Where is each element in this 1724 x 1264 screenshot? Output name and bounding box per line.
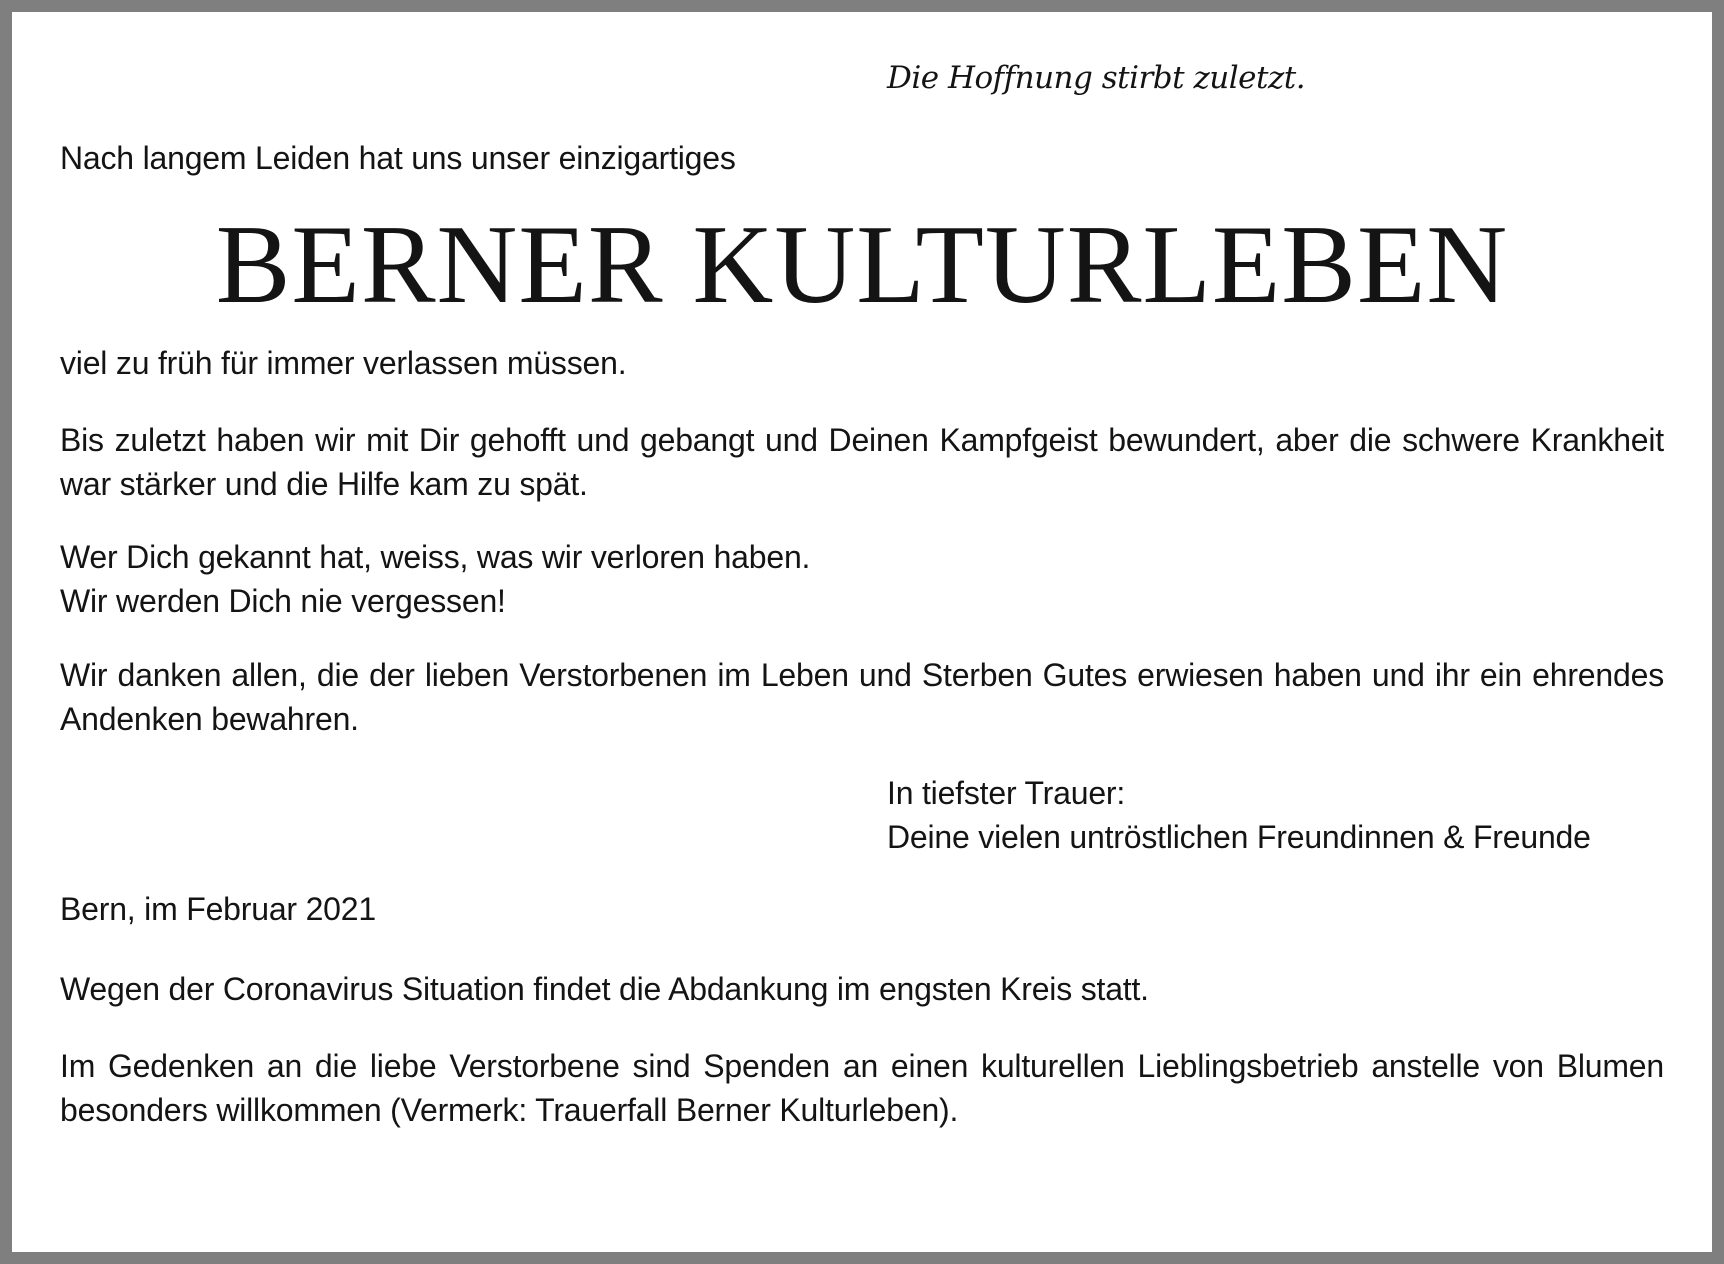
intro-text: Nach langem Leiden hat uns unser einzigartiges (60, 140, 736, 176)
headline-name: BERNER KULTURLEBEN (215, 203, 1509, 327)
signature-block (887, 771, 1687, 859)
signature-line-2: Deine vielen untröstlichen Freundinnen & Freunde (887, 819, 1591, 855)
paragraph-hope: Bis zuletzt haben wir mit Dir gehofft und gebangt und Deinen Kampfgeist bewundert, aber die schwere Krankheit war stärker und die Hilfe kam zu spät. (60, 422, 1664, 502)
paragraph-remembrance (60, 535, 1664, 623)
place-date: Bern, im Februar 2021 (60, 891, 376, 927)
paragraph-thanks: Wir danken allen, die der lieben Verstorbenen im Leben und Sterben Gutes erwiesen haben und ihr ein ehrendes Andenken bewahren. (60, 657, 1664, 737)
death-notice-card (12, 12, 1712, 1252)
remembrance-line-1: Wer Dich gekannt hat, weiss, was wir verloren haben. (60, 539, 811, 575)
motto: Die Hoffnung stirbt zuletzt. (887, 60, 1306, 96)
after-name-text: viel zu früh für immer verlassen müssen. (60, 345, 627, 381)
signature-line-1: In tiefster Trauer: (887, 775, 1126, 811)
ceremony-note: Wegen der Coronavirus Situation findet die Abdankung im engsten Kreis statt. (60, 971, 1149, 1007)
remembrance-line-2: Wir werden Dich nie vergessen! (60, 583, 506, 619)
donation-note: Im Gedenken an die liebe Verstorbene sind Spenden an einen kulturellen Lieblingsbetrieb anstelle von Blumen besonders willkommen (Vermerk: Trauerfall Berner Kulturleben). (60, 1048, 1664, 1128)
